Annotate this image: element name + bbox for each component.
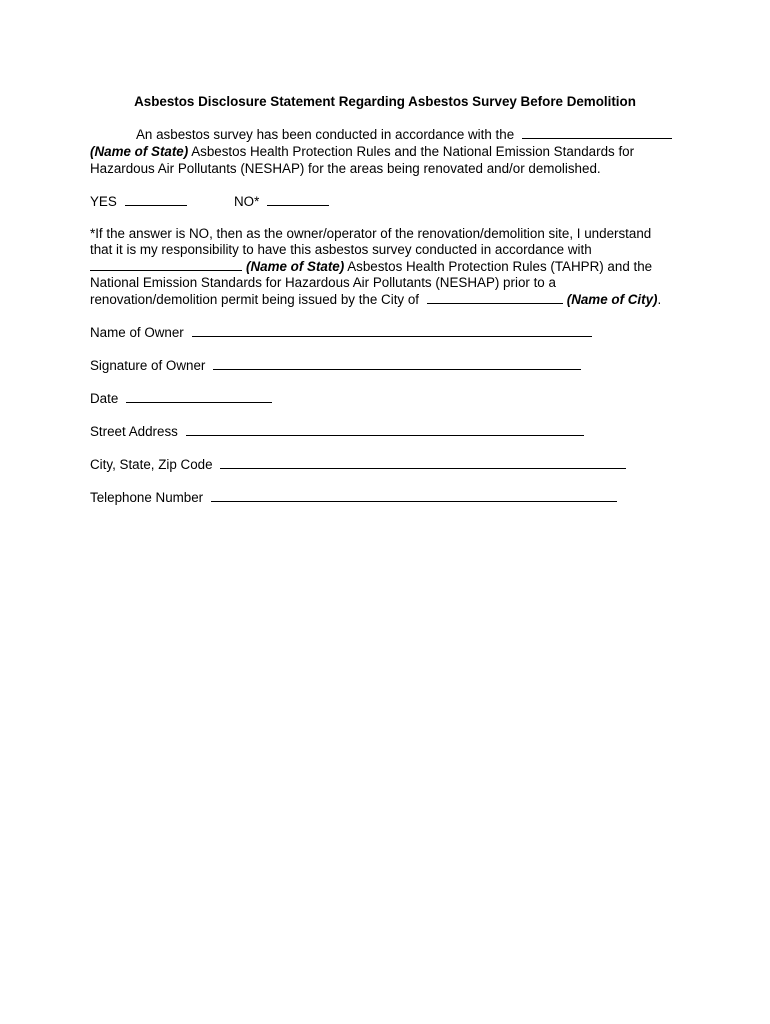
para2-line1: *If the answer is NO, then as the owner/operator of the renovation/demolition site, I understand: [90, 226, 652, 241]
owner-signature-field[interactable]: [213, 357, 581, 370]
owner-signature-label: Signature of Owner: [90, 358, 206, 373]
yes-label: YES: [90, 194, 117, 209]
owner-name-field[interactable]: [192, 324, 592, 337]
street-address-row: [90, 423, 584, 440]
date-label: Date: [90, 391, 119, 406]
para1-line2: [90, 143, 634, 160]
yes-no-row: [90, 193, 329, 210]
street-address-field[interactable]: [186, 423, 584, 436]
telephone-row: [90, 489, 617, 506]
document-title: Asbestos Disclosure Statement Regarding Asbestos Survey Before Demolition: [134, 94, 636, 109]
yes-blank[interactable]: [125, 193, 187, 206]
para2-line2: that it is my responsibility to have this asbestos survey conducted in accordance with: [90, 242, 592, 257]
city-state-zip-label: City, State, Zip Code: [90, 457, 213, 472]
no-blank[interactable]: [267, 193, 329, 206]
owner-name-row: [90, 324, 592, 341]
city-blank[interactable]: [427, 291, 563, 304]
para1-line3: Hazardous Air Pollutants (NESHAP) for the areas being renovated and/or demolished.: [90, 161, 601, 176]
city-state-zip-row: [90, 456, 626, 473]
para2-line5-end: .: [657, 292, 662, 307]
street-address-label: Street Address: [90, 424, 178, 439]
city-placeholder: (Name of City): [566, 292, 658, 307]
owner-name-label: Name of Owner: [90, 325, 184, 340]
para1-line1-text: An asbestos survey has been conducted in accordance with the: [136, 127, 515, 142]
para2-line5-text: renovation/demolition permit being issued by the City of: [90, 292, 419, 307]
owner-signature-row: [90, 357, 581, 374]
state-blank-2[interactable]: [90, 258, 242, 271]
date-field[interactable]: [126, 390, 272, 403]
state-blank-1[interactable]: [522, 126, 672, 139]
para2-line3-text: Asbestos Health Protection Rules (TAHPR) and the: [344, 259, 653, 274]
city-state-zip-field[interactable]: [220, 456, 626, 469]
para1-line1: [136, 126, 672, 143]
telephone-label: Telephone Number: [90, 490, 204, 505]
para1-line2-text: Asbestos Health Protection Rules and the National Emission Standards for: [188, 144, 635, 159]
telephone-field[interactable]: [211, 489, 617, 502]
para2-line5: [90, 291, 661, 308]
date-row: [90, 390, 272, 407]
para2-line4: National Emission Standards for Hazardous Air Pollutants (NESHAP) prior to a: [90, 275, 556, 290]
no-label: NO*: [234, 194, 260, 209]
state-placeholder: (Name of State): [90, 144, 189, 159]
para2-line3: [90, 258, 652, 275]
state-placeholder-2: (Name of State): [246, 259, 345, 274]
